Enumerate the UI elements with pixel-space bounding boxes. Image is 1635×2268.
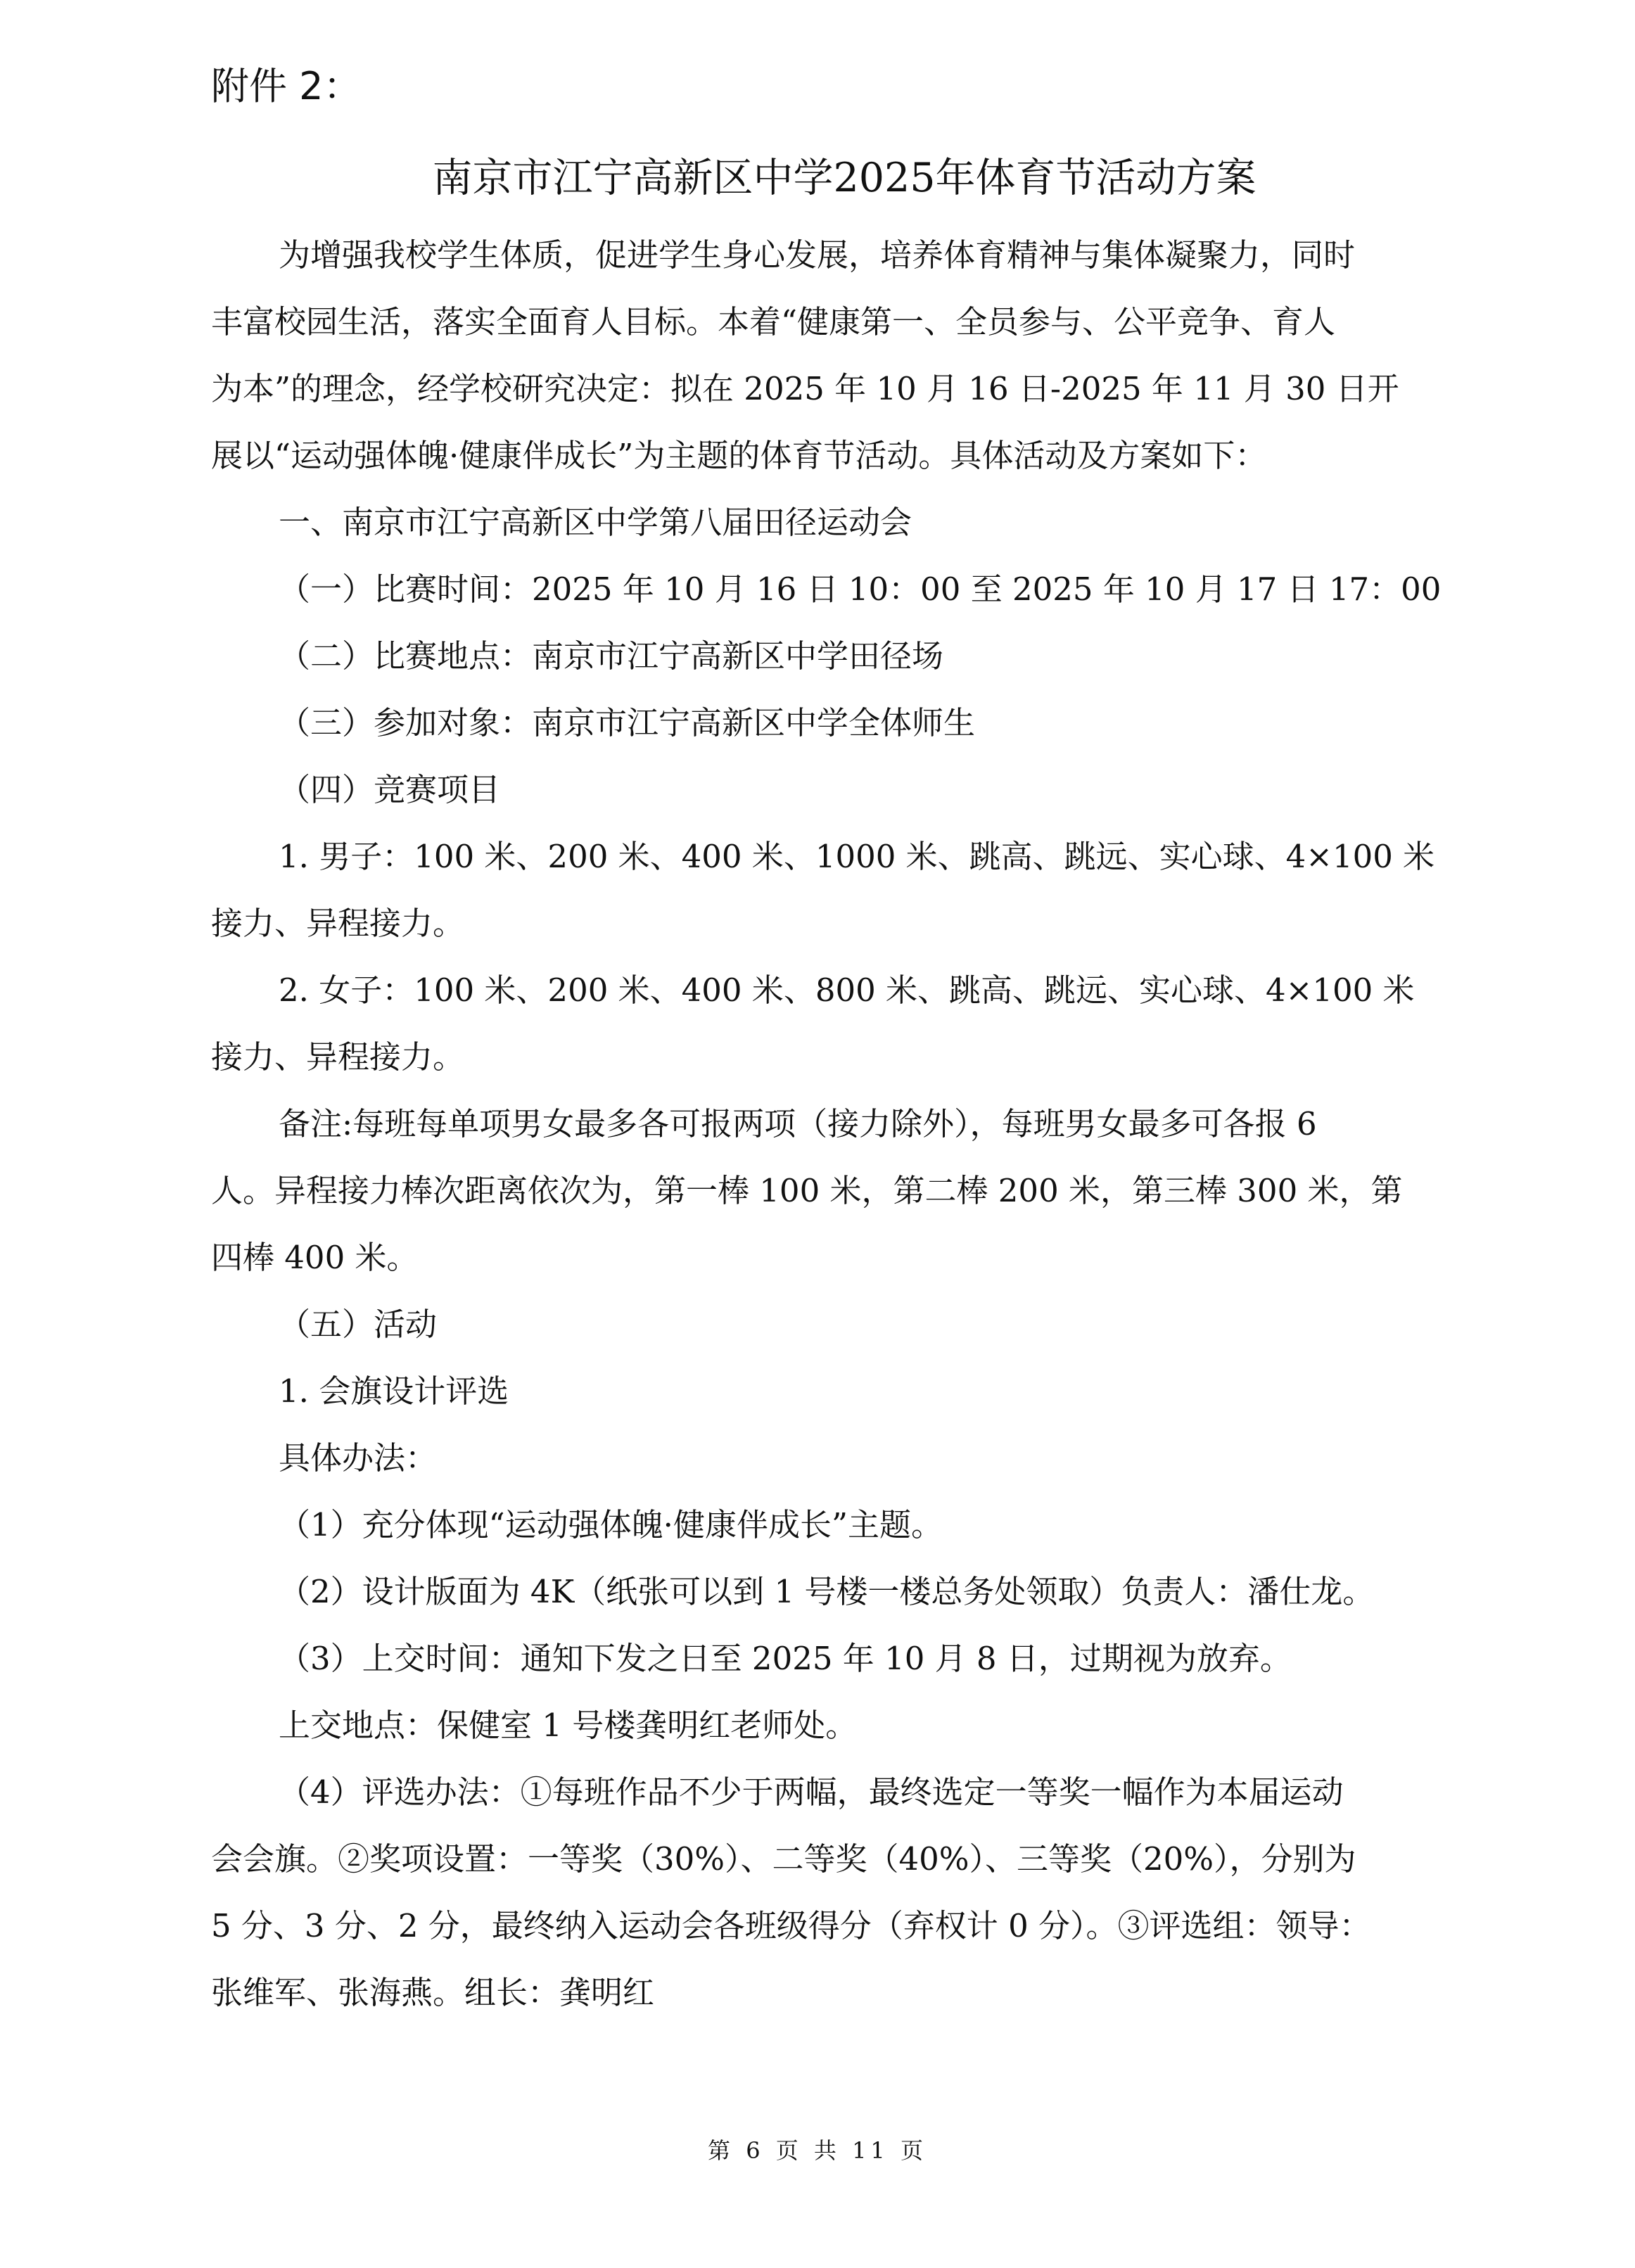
text-line: 1. 会旗设计评选 (279, 1372, 509, 1410)
text-line: 备注:每班每单项男女最多各可报两项（接力除外），每班男女最多可各报 6 (279, 1105, 1317, 1142)
page-footer: 第 6 页 共 11 页 (708, 2137, 927, 2164)
competition-time (211, 556, 1449, 623)
text-line: 接力、异程接力。 (211, 905, 465, 942)
intro-paragraph (211, 222, 1449, 489)
text-line: 张维军、张海燕。组长：龚明红 (211, 1974, 655, 2011)
document-body (211, 222, 1449, 2026)
male-events (211, 823, 1449, 957)
participants (211, 689, 1449, 756)
submit-place (211, 1692, 1449, 1759)
rule-1 (211, 1491, 1449, 1558)
text-line: （一）比赛时间：2025 年 10 月 16 日 10：00 至 2025 年 10 月 17 日 17：00 (279, 571, 1442, 608)
text-line: （二）比赛地点：南京市江宁高新区中学田径场 (279, 637, 944, 675)
remark-paragraph (211, 1090, 1449, 1291)
competition-venue (211, 623, 1449, 689)
text-line: 接力、异程接力。 (211, 1038, 465, 1076)
text-line: 为增强我校学生体质，促进学生身心发展，培养体育精神与集体凝聚力，同时 (279, 236, 1356, 274)
events-heading (211, 756, 1449, 823)
document-title: 南京市江宁高新区中学2025年体育节活动方案 (432, 155, 1257, 201)
text-line: 5 分、3 分、2 分，最终纳入运动会各班级得分（弃权计 0 分）。③评选组：领导： (211, 1907, 1371, 1944)
text-line: （三）参加对象：南京市江宁高新区中学全体师生 (279, 704, 976, 741)
text-line: 1. 男子：100 米、200 米、400 米、1000 米、跳高、跳远、实心球、4×100 米 (279, 838, 1435, 875)
text-line: 四棒 400 米。 (211, 1239, 419, 1276)
text-line: 具体办法： (279, 1439, 438, 1477)
method-heading (211, 1425, 1449, 1491)
text-line: 会会旗。②奖项设置：一等奖（30%）、二等奖（40%）、三等奖（20%），分别为 (211, 1840, 1356, 1878)
female-events (211, 957, 1449, 1090)
text-line: （四）竞赛项目 (279, 771, 501, 808)
rule-2 (211, 1558, 1449, 1625)
text-line: 2. 女子：100 米、200 米、400 米、800 米、跳高、跳远、实心球、4×100 米 (279, 971, 1415, 1009)
section-heading (211, 489, 1449, 556)
activities-heading (211, 1291, 1449, 1358)
text-line: （五）活动 (279, 1306, 438, 1343)
text-line: 上交地点：保健室 1 号楼龚明红老师处。 (279, 1707, 858, 1744)
flag-design-heading (211, 1358, 1449, 1425)
text-line: 人。异程接力棒次距离依次为，第一棒 100 米，第二棒 200 米，第三棒 300 米，第 (211, 1172, 1403, 1209)
text-line: 展以“运动强体魄·健康伴成长”为主题的体育节活动。具体活动及方案如下： (211, 437, 1267, 474)
text-line: （3）上交时间：通知下发之日至 2025 年 10 月 8 日，过期视为放弃。 (279, 1640, 1292, 1677)
text-line: （2）设计版面为 4K（纸张可以到 1 号楼一楼总务处领取）负责人：潘仕龙。 (279, 1573, 1375, 1610)
text-line: （4）评选办法：①每班作品不少于两幅，最终选定一等奖一幅作为本届运动 (279, 1773, 1344, 1811)
rule-3 (211, 1625, 1449, 1692)
rule-4 (211, 1759, 1449, 2026)
text-line: 丰富校园生活，落实全面育人目标。本着“健康第一、全员参与、公平竞争、育人 (211, 303, 1336, 340)
text-line: （1）充分体现“运动强体魄·健康伴成长”主题。 (279, 1506, 943, 1543)
text-line: 一、南京市江宁高新区中学第八届田径运动会 (279, 504, 912, 541)
text-line: 为本”的理念，经学校研究决定：拟在 2025 年 10 月 16 日-2025 年 11 月 30 日开 (211, 370, 1399, 407)
attachment-label: 附件 2： (211, 64, 362, 108)
